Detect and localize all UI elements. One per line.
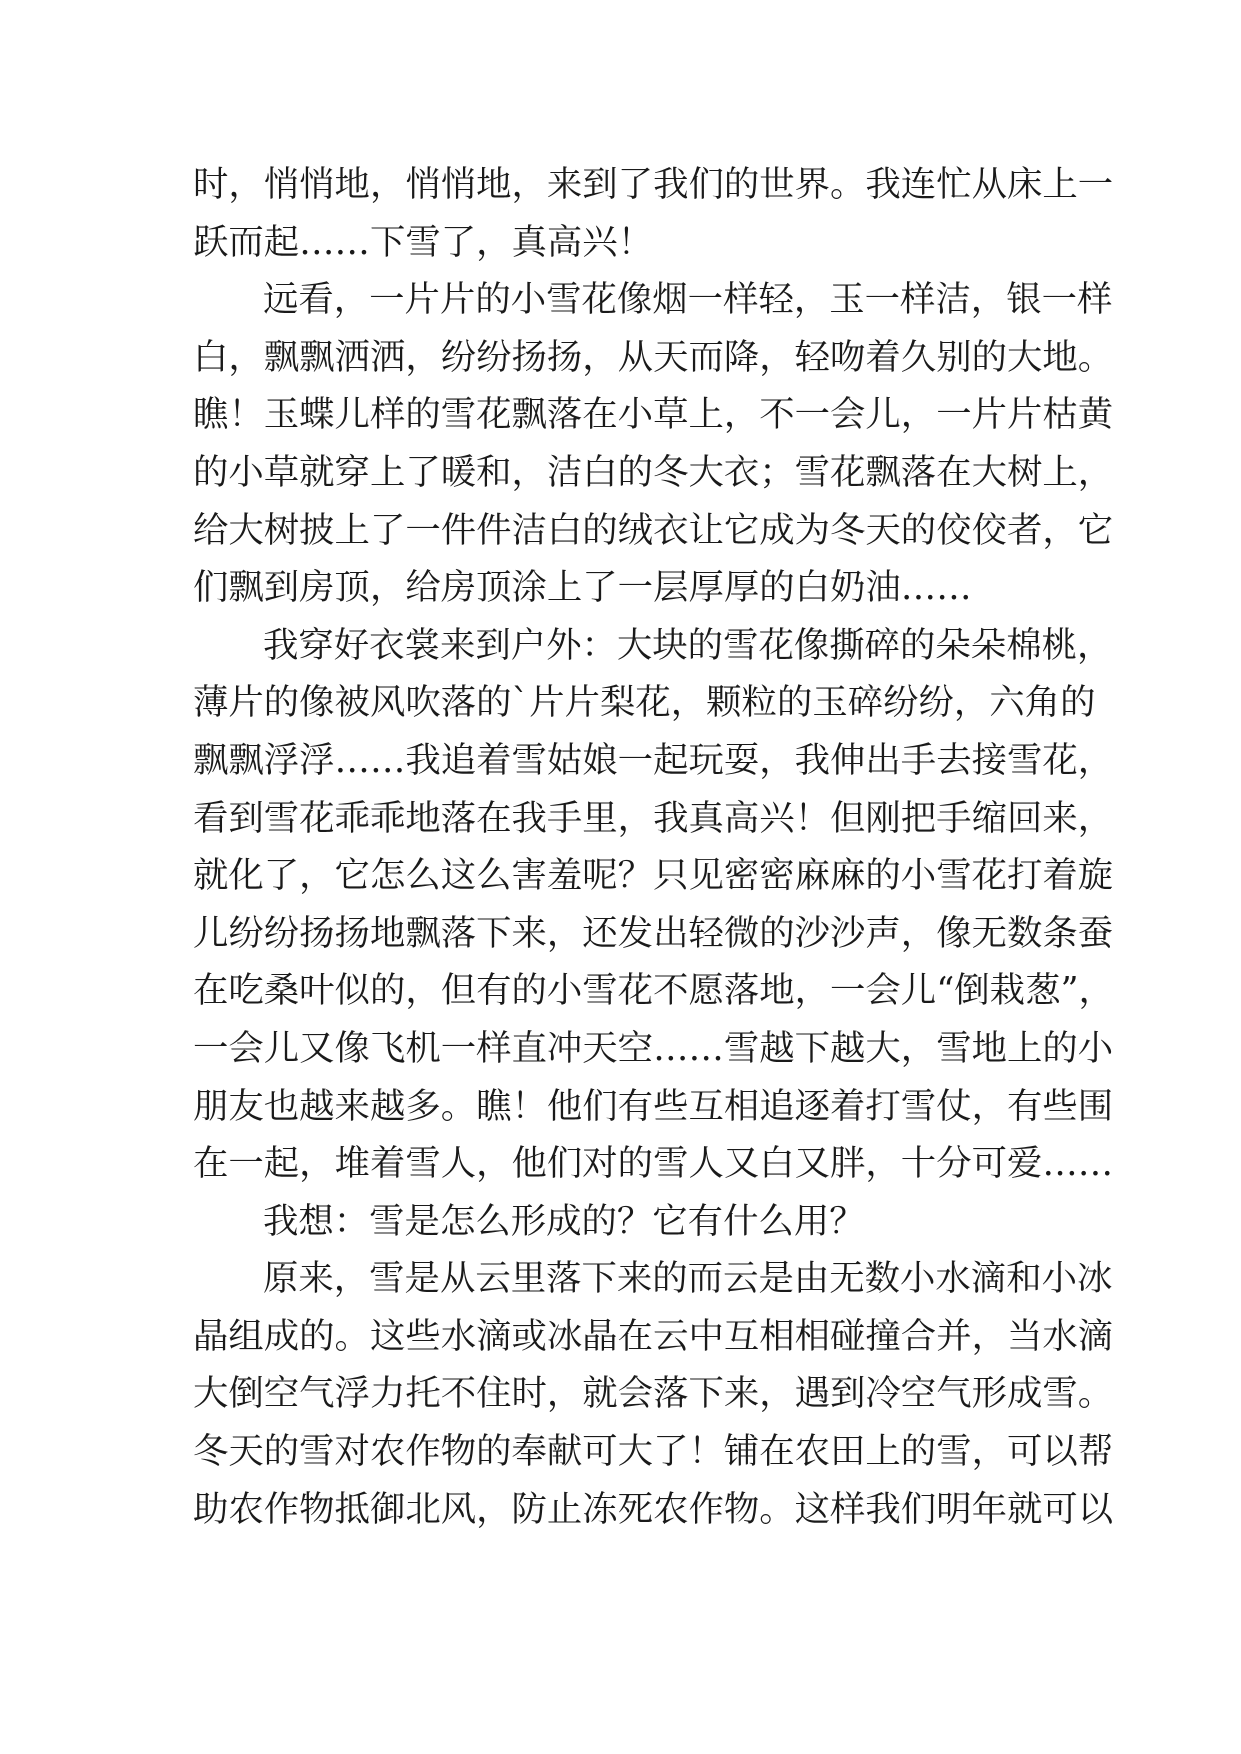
text-line: 大倒空气浮力托不住时，就会落下来，遇到冷空气形成雪。: [193, 1373, 1114, 1415]
text-line: 跃而起……下雪了，真高兴！: [193, 221, 654, 263]
text-line: 给大树披上了一件件洁白的绒衣让它成为冬天的佼佼者，它: [193, 509, 1114, 551]
text-line: 一会儿又像飞机一样直冲天空……雪越下越大，雪地上的小: [193, 1027, 1114, 1069]
paragraph-first-line: 原来，雪是从云里落下来的而云是由无数小水滴和小冰: [263, 1258, 1113, 1300]
text-line: 白，飘飘洒洒，纷纷扬扬，从天而降，轻吻着久别的大地。: [193, 336, 1114, 378]
paragraph-first-line: 我穿好衣裳来到户外：大块的雪花像撕碎的朵朵棉桃，: [263, 624, 1113, 666]
text-line: 就化了，它怎么这么害羞呢？只见密密麻麻的小雪花打着旋: [193, 855, 1114, 897]
paragraph-first-line: 我想：雪是怎么形成的？它有什么用？: [263, 1200, 865, 1242]
text-line: 瞧！玉蝶儿样的雪花飘落在小草上，不一会儿，一片片枯黄: [193, 394, 1114, 436]
text-line: 冬天的雪对农作物的奉献可大了！铺在农田上的雪，可以帮: [193, 1431, 1114, 1473]
essay-body: [193, 156, 1114, 1538]
text-line: 儿纷纷扬扬地飘落下来，还发出轻微的沙沙声，像无数条蚕: [193, 912, 1114, 954]
text-line: 看到雪花乖乖地落在我手里，我真高兴！但刚把手缩回来，: [193, 797, 1114, 839]
paragraph-first-line: 远看，一片片的小雪花像烟一样轻，玉一样洁，银一样: [263, 279, 1113, 321]
text-line: 在一起，堆着雪人，他们对的雪人又白又胖，十分可爱……: [193, 1143, 1114, 1185]
text-line: 们飘到房顶，给房顶涂上了一层厚厚的白奶油……: [193, 567, 972, 609]
text-line: 在吃桑叶似的，但有的小雪花不愿落地，一会儿“倒栽葱”，: [193, 970, 1114, 1012]
text-line: 助农作物抵御北风，防止冻死农作物。这样我们明年就可以: [193, 1488, 1114, 1530]
text-line: 的小草就穿上了暖和，洁白的冬大衣；雪花飘落在大树上，: [193, 451, 1114, 493]
text-line: 时，悄悄地，悄悄地，来到了我们的世界。我连忙从床上一: [193, 164, 1114, 205]
text-line: 晶组成的。这些水滴或冰晶在云中互相相碰撞合并，当水滴: [193, 1315, 1114, 1357]
text-line: 朋友也越来越多。瞧！他们有些互相追逐着打雪仗，有些围: [193, 1085, 1114, 1127]
text-line: 薄片的像被风吹落的`片片梨花，颗粒的玉碎纷纷，六角的: [193, 682, 1096, 724]
text-line: 飘飘浮浮……我追着雪姑娘一起玩耍，我伸出手去接雪花，: [193, 739, 1114, 781]
